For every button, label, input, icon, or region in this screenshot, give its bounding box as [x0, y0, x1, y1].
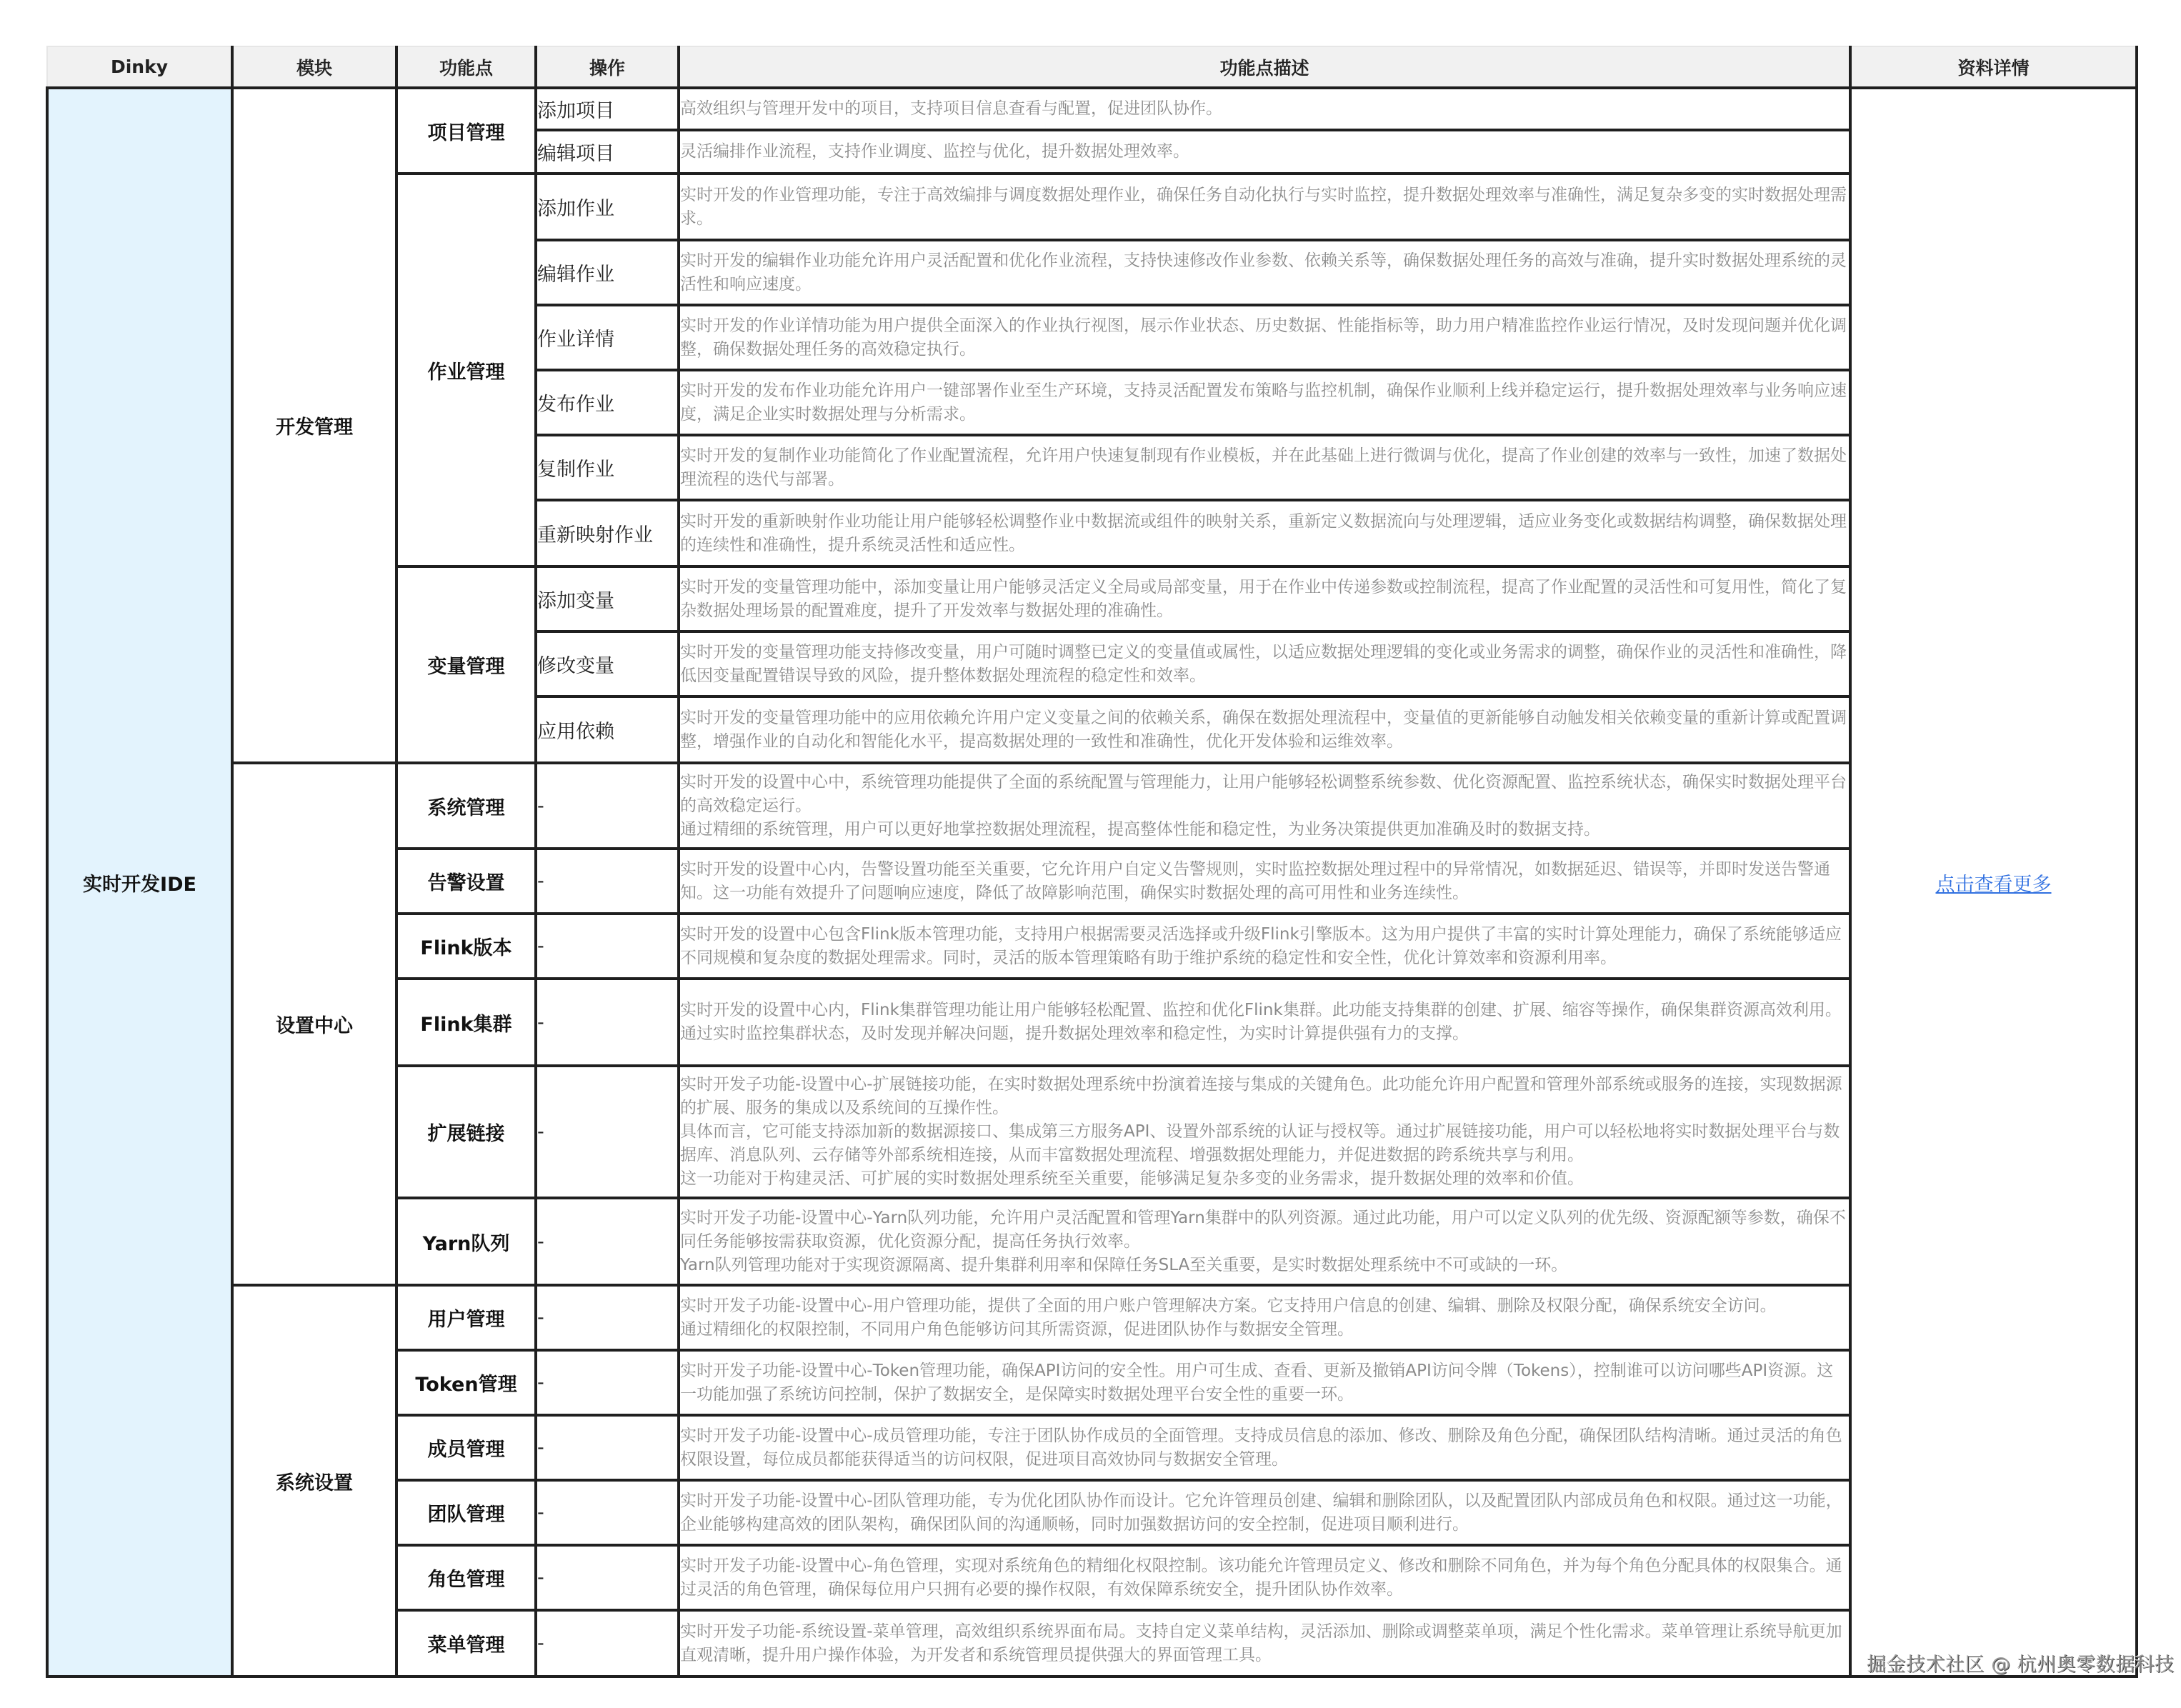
operation-cell: 作业详情: [536, 305, 679, 370]
description-paragraph: 实时开发子功能-设置中心-Yarn队列功能，允许用户灵活配置和管理Yarn集群中的队列资源。通过此功能，用户可以定义队列的优先级、资源配额等参数，确保不同任务能够按需获取资源，优化资源分配，提高任务执行效率。: [680, 1208, 1846, 1251]
feature-cell: 角色管理: [396, 1545, 536, 1610]
operation-cell: 编辑项目: [536, 130, 679, 174]
description-cell: [679, 1480, 1850, 1545]
description-paragraph: 实时开发子功能-设置中心-角色管理，实现对系统角色的精细化权限控制。该功能允许管理员定义、修改和删除不同角色，并为每个角色分配具体的权限集合。通过灵活的角色管理，确保每位用户只拥有必要的操作权限，有效保障系统安全，提升团队协作效率。: [680, 1556, 1842, 1599]
description-paragraph: 实时开发的设置中心内，Flink集群管理功能让用户能够轻松配置、监控和优化Flink集群。此功能支持集群的创建、扩展、缩容等操作，确保集群资源高效利用。: [680, 1001, 1842, 1019]
operation-cell: -: [536, 1545, 679, 1610]
description-paragraph: 实时开发的作业详情功能为用户提供全面深入的作业执行视图，展示作业状态、历史数据、性能指标等，助力用户精准监控作业运行情况，及时发现问题并优化调整，确保数据处理任务的高效稳定执行。: [680, 316, 1847, 359]
operation-cell: -: [536, 1610, 679, 1677]
header-detail: 资料详情: [1850, 46, 2137, 88]
module-cell: 设置中心: [232, 763, 396, 1285]
description-cell: [679, 1545, 1850, 1610]
description-paragraph: 通过实时监控集群状态，及时发现并解决问题，提升数据处理效率和稳定性，为实时计算提供强有力的支撑。: [680, 1024, 1469, 1043]
operation-cell: 应用依赖: [536, 696, 679, 763]
description-paragraph: 实时开发的变量管理功能中的应用依赖允许用户定义变量之间的依赖关系，确保在数据处理流程中，变量值的更新能够自动触发相关依赖变量的重新计算或配置调整，增强作业的自动化和智能化水平，提高数据处理的一致性和准确性，优化开发体验和运维效率。: [680, 708, 1847, 751]
description-paragraph: 高效组织与管理开发中的项目，支持项目信息查看与配置，促进团队协作。: [680, 99, 1222, 118]
operation-cell: -: [536, 763, 679, 849]
description-cell: [679, 914, 1850, 979]
feature-cell: 菜单管理: [396, 1610, 536, 1677]
description-paragraph: 实时开发子功能-设置中心-用户管理功能，提供了全面的用户账户管理解决方案。它支持用户信息的创建、编辑、删除及权限分配，确保系统安全访问。: [680, 1296, 1777, 1315]
description-cell: [679, 435, 1850, 500]
operation-cell: -: [536, 849, 679, 914]
feature-cell: Yarn队列: [396, 1198, 536, 1285]
feature-cell: 告警设置: [396, 849, 536, 914]
operation-cell: -: [536, 914, 679, 979]
feature-cell: 扩展链接: [396, 1066, 536, 1198]
operation-cell: -: [536, 1480, 679, 1545]
view-more-link[interactable]: 点击查看更多: [1935, 873, 2052, 896]
description-cell: [679, 130, 1850, 174]
description-paragraph: 实时开发的变量管理功能中，添加变量让用户能够灵活定义全局或局部变量，用于在作业中传递参数或控制流程，提高了作业配置的灵活性和可复用性，简化了复杂数据处理场景的配置难度，提升了开发效率与数据处理的准确性。: [680, 577, 1847, 620]
feature-cell: 团队管理: [396, 1480, 536, 1545]
description-paragraph: 实时开发子功能-设置中心-Token管理功能，确保API访问的安全性。用户可生成、查看、更新及撤销API访问令牌（Tokens），控制谁可以访问哪些API资源。这一功能加强了系统访问控制，保护了数据安全，是保障实时数据处理平台安全性的重要一环。: [680, 1361, 1834, 1404]
operation-cell: 编辑作业: [536, 240, 679, 305]
header-row: [47, 46, 2137, 88]
description-cell: [679, 696, 1850, 763]
description-cell: [679, 240, 1850, 305]
operation-cell: 发布作业: [536, 370, 679, 435]
description-paragraph: 实时开发的复制作业功能简化了作业配置流程，允许用户快速复制现有作业模板，并在此基础上进行微调与优化，提高了作业创建的效率与一致性，加速了数据处理流程的迭代与部署。: [680, 446, 1847, 489]
header-dinky: Dinky: [47, 46, 232, 88]
description-cell: [679, 849, 1850, 914]
operation-cell: -: [536, 1350, 679, 1415]
watermark: 掘金技术社区 @ 杭州奥零数据科技: [1867, 1654, 2175, 1676]
description-paragraph: 实时开发的编辑作业功能允许用户灵活配置和优化作业流程，支持快速修改作业参数、依赖关系等，确保数据处理任务的高效与准确，提升实时数据处理系统的灵活性和响应速度。: [680, 251, 1847, 294]
feature-cell: 成员管理: [396, 1415, 536, 1480]
feature-cell: Token管理: [396, 1350, 536, 1415]
description-cell: [679, 1285, 1850, 1350]
header-module: 模块: [232, 46, 396, 88]
operation-cell: 重新映射作业: [536, 500, 679, 566]
description-paragraph: 实时开发的发布作业功能允许用户一键部署作业至生产环境，支持灵活配置发布策略与监控机制，确保作业顺利上线并稳定运行，提升数据处理效率与业务响应速度，满足企业实时数据处理与分析需求。: [680, 381, 1847, 424]
description-cell: [679, 1198, 1850, 1285]
detail-cell: [1850, 88, 2137, 1677]
description-paragraph: 实时开发子功能-设置中心-团队管理功能，专为优化团队协作而设计。它允许管理员创建、编辑和删除团队，以及配置团队内部成员角色和权限。通过这一功能，企业能够构建高效的团队架构，确保团队间的沟通顺畅，同时加强数据访问的安全控制，促进项目顺利进行。: [680, 1491, 1842, 1534]
table-row: [47, 88, 2137, 130]
feature-cell: Flink集群: [396, 979, 536, 1066]
header-feature: 功能点: [396, 46, 536, 88]
operation-cell: -: [536, 1285, 679, 1350]
feature-cell: 作业管理: [396, 174, 536, 566]
description-cell: [679, 566, 1850, 631]
description-cell: [679, 1610, 1850, 1677]
table-row: [47, 1285, 2137, 1350]
description-paragraph: 实时开发的设置中心中，系统管理功能提供了全面的系统配置与管理能力，让用户能够轻松调整系统参数、优化资源配置、监控系统状态，确保实时数据处理平台的高效稳定运行。: [680, 772, 1847, 815]
operation-cell: 复制作业: [536, 435, 679, 500]
feature-cell: 变量管理: [396, 566, 536, 763]
description-paragraph: 实时开发子功能-系统设置-菜单管理，高效组织系统界面布局。支持自定义菜单结构，灵活添加、删除或调整菜单项，满足个性化需求。菜单管理让系统导航更加直观清晰，提升用户操作体验，为开发者和系统管理员提供强大的界面管理工具。: [680, 1622, 1842, 1664]
feature-cell: 用户管理: [396, 1285, 536, 1350]
operation-cell: 添加项目: [536, 88, 679, 130]
operation-cell: 添加变量: [536, 566, 679, 631]
header-description: 功能点描述: [679, 46, 1850, 88]
description-paragraph: Yarn队列管理功能对于实现资源隔离、提升集群利用率和保障任务SLA至关重要，是实时数据处理系统中不可或缺的一环。: [680, 1255, 1568, 1274]
description-cell: [679, 500, 1850, 566]
description-cell: [679, 1066, 1850, 1198]
operation-cell: -: [536, 1198, 679, 1285]
description-paragraph: 灵活编排作业流程，支持作业调度、监控与优化，提升数据处理效率。: [680, 142, 1189, 161]
description-paragraph: 实时开发的设置中心内，告警设置功能至关重要，它允许用户自定义告警规则，实时监控数据处理过程中的异常情况，如数据延迟、错误等，并即时发送告警通知。这一功能有效提升了问题响应速度，降低了故障影响范围，确保实时数据处理的高可用性和业务连续性。: [680, 859, 1830, 902]
module-cell: 系统设置: [232, 1285, 396, 1677]
description-cell: [679, 1415, 1850, 1480]
description-paragraph: 通过精细化的权限控制，不同用户角色能够访问其所需资源，促进团队协作与数据安全管理。: [680, 1319, 1354, 1339]
description-paragraph: 这一功能对于构建灵活、可扩展的实时数据处理系统至关重要，能够满足复杂多变的业务需求，提升数据处理的效率和价值。: [680, 1169, 1584, 1188]
feature-cell: Flink版本: [396, 914, 536, 979]
description-cell: [679, 305, 1850, 370]
description-cell: [679, 1350, 1850, 1415]
product-cell: 实时开发IDE: [47, 88, 232, 1677]
description-paragraph: 实时开发子功能-设置中心-扩展链接功能，在实时数据处理系统中扮演着连接与集成的关键角色。此功能允许用户配置和管理外部系统或服务的连接，实现数据源的扩展、服务的集成以及系统间的互操作性。: [680, 1075, 1842, 1117]
description-paragraph: 实时开发的设置中心包含Flink版本管理功能，支持用户根据需要灵活选择或升级Flink引擎版本。这为用户提供了丰富的实时计算处理能力，确保了系统能够适应不同规模和复杂度的数据处理需求。同时，灵活的版本管理策略有助于维护系统的稳定性和安全性，优化计算效率和资源利用率。: [680, 924, 1842, 967]
description-paragraph: 实时开发子功能-设置中心-成员管理功能，专注于团队协作成员的全面管理。支持成员信息的添加、修改、删除及角色分配，确保团队结构清晰。通过灵活的角色权限设置，每位成员都能获得适当的访问权限，促进项目高效协同与数据安全管理。: [680, 1426, 1842, 1469]
feature-cell: 系统管理: [396, 763, 536, 849]
header-operation: 操作: [536, 46, 679, 88]
description-paragraph: 实时开发的重新映射作业功能让用户能够轻松调整作业中数据流或组件的映射关系，重新定义数据流向与处理逻辑，适应业务变化或数据结构调整，确保数据处理的连续性和准确性，提升系统灵活性和适应性。: [680, 511, 1847, 554]
feature-table: [46, 46, 2138, 1678]
description-paragraph: 实时开发的作业管理功能，专注于高效编排与调度数据处理作业，确保任务自动化执行与实时监控，提升数据处理效率与准确性，满足复杂多变的实时数据处理需求。: [680, 185, 1847, 228]
description-paragraph: 通过精细的系统管理，用户可以更好地掌控数据处理流程，提高整体性能和稳定性，为业务决策提供更加准确及时的数据支持。: [680, 819, 1600, 839]
operation-cell: -: [536, 1415, 679, 1480]
operation-cell: -: [536, 979, 679, 1066]
description-cell: [679, 979, 1850, 1066]
operation-cell: 添加作业: [536, 174, 679, 240]
feature-cell: 项目管理: [396, 88, 536, 174]
description-cell: [679, 631, 1850, 696]
operation-cell: -: [536, 1066, 679, 1198]
description-cell: [679, 174, 1850, 240]
operation-cell: 修改变量: [536, 631, 679, 696]
description-paragraph: 具体而言，它可能支持添加新的数据源接口、集成第三方服务API、设置外部系统的认证与授权等。通过扩展链接功能，用户可以轻松地将实时数据处理平台与数据库、消息队列、云存储等外部系统相连接，从而丰富数据处理流程、增强数据处理能力，并促进数据的跨系统共享与利用。: [680, 1122, 1840, 1164]
description-cell: [679, 370, 1850, 435]
module-cell: 开发管理: [232, 88, 396, 763]
description-cell: [679, 88, 1850, 130]
table-row: [47, 763, 2137, 849]
description-cell: [679, 763, 1850, 849]
description-paragraph: 实时开发的变量管理功能支持修改变量，用户可随时调整已定义的变量值或属性，以适应数据处理逻辑的变化或业务需求的调整，确保作业的灵活性和准确性，降低因变量配置错误导致的风险，提升整体数据处理流程的稳定性和效率。: [680, 642, 1847, 685]
